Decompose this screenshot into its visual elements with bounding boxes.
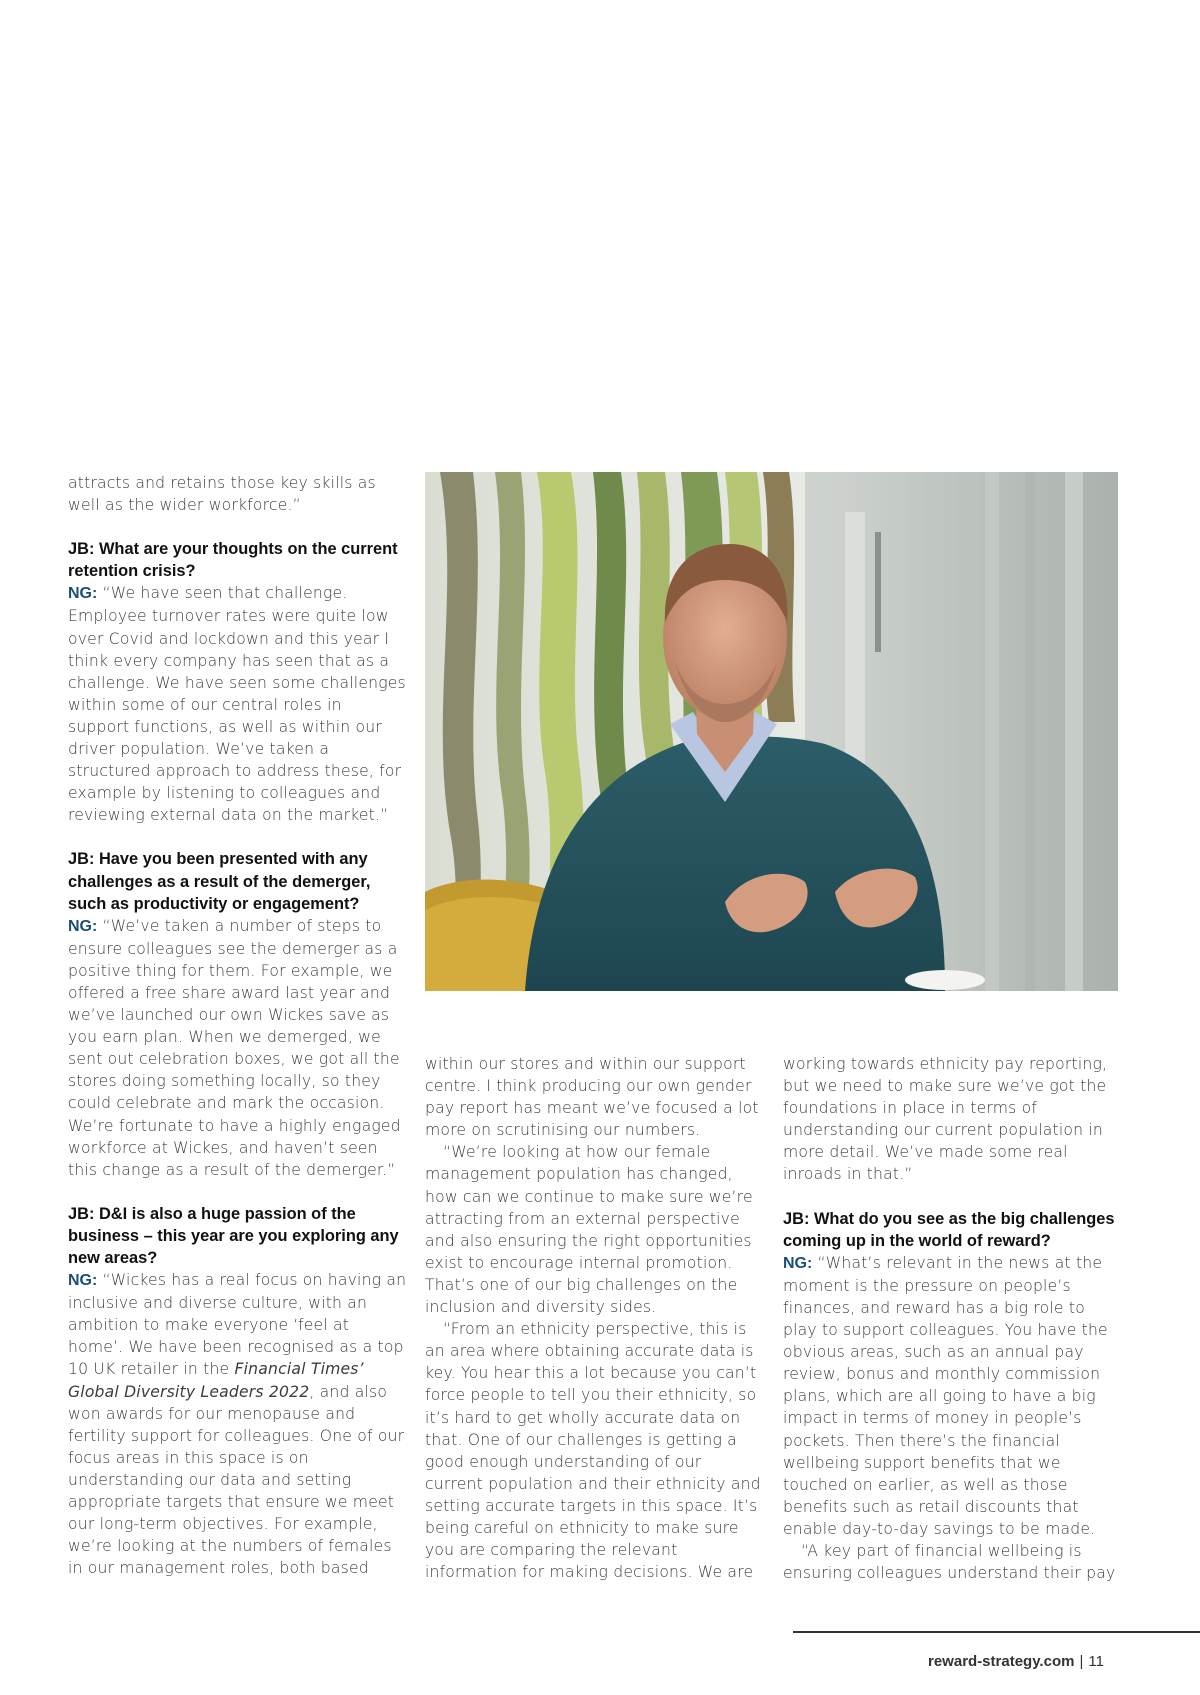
answer-text: “What’s relevant in the news at the moment is the pressure on people’s finances, and reward has a big role to play to support colleagues. You have the obvious areas, such as an annual pay review, bonus and monthly commission plans, which are all going to have a big impact in terms of money in people’s pockets. Then there’s the financial wellbeing support benefits that we touched on earlier, as well as those benefits such as retail discounts that enable day-to-day savings to be made. bbox=[783, 1253, 1108, 1538]
paragraph: “A key part of financial wellbeing is ensuring colleagues understand their pay bbox=[783, 1541, 1116, 1583]
answer-text: “We’ve taken a number of steps to ensure colleagues see the demerger as a positive thing for them. For example, we offered a free share award last year and we’ve launched our own Wickes save as you earn plan. When we demerged, we sent out celebration boxes, we got all the stores doing something locally, so they could celebrate and mark the occasion. We’re fortunate to have a highly engaged workforce at Wickes, and haven’t seen this change as a result of the demerger.” bbox=[68, 916, 401, 1179]
interview-answer bbox=[68, 915, 408, 1181]
answer-text: , and also won awards for our menopause and fertility support for colleagues. One of our focus areas in this space is on understanding our data and setting appropriate targets that ensure we meet our long-term objectives. For example, we’re looking at the numbers of females in our management roles, both based bbox=[68, 1382, 405, 1578]
interview-question: JB: Have you been presented with any challenges as a result of the demerger, such as productivity or engagement? bbox=[68, 850, 371, 913]
paragraph: within our stores and within our support centre. I think producing our own gender pay report has meant we’ve focused a lot more on scrutinising our numbers. bbox=[425, 1055, 759, 1140]
speaker-tag: NG: bbox=[68, 585, 98, 603]
article-column-2 bbox=[425, 1053, 763, 1583]
answer-text: “Wickes has a real focus on having an inclusive and diverse culture, with an ambition to make everyone ‘feel at home’. We have been recognised as a top 10 UK retailer in the bbox=[68, 1271, 407, 1379]
publication-title: Financial Times’ Global Diversity Leaders 2022 bbox=[68, 1360, 364, 1401]
footer-separator: | bbox=[1079, 1653, 1084, 1670]
page-footer bbox=[928, 1653, 1104, 1670]
answer-text: “We have seen that challenge. Employee turnover rates were quite low over Covid and lockdown and this year I think every company has seen that as a challenge. We have seen some challenges within some of our central roles in support functions, as well as within our driver population. We’ve taken a structured approach to address these, for example by listening to colleagues and reviewing external data on the market.” bbox=[68, 584, 406, 825]
interview-answer bbox=[68, 582, 408, 826]
speaker-tag: NG: bbox=[68, 917, 98, 935]
paragraph: working towards ethnicity pay reporting, but we need to make sure we’ve got the foundations in place in terms of understanding our current population in more detail. We’ve made some real inroads in that.” bbox=[783, 1055, 1108, 1184]
page-number: 11 bbox=[1088, 1653, 1104, 1670]
paragraph: “We’re looking at how our female management population has changed, how can we continue to make sure we’re attracting from an external perspective and also ensuring the right opportunities exist to encourage internal promotion. That’s one of our big challenges on the inclusion and diversity sides. bbox=[425, 1143, 753, 1317]
paragraph: “From an ethnicity perspective, this is an area where obtaining accurate data is key. You hear this a lot because you can’t force people to tell you their ethnicity, so it’s hard to get wholly accurate data on that. One of our challenges is getting a good enough understanding of our current population and their ethnicity and setting accurate targets in this space. It’s being careful on ethnicity to make sure you are comparing the relevant information for making decisions. We are bbox=[425, 1320, 761, 1582]
interview-answer bbox=[68, 1269, 408, 1579]
article-column-1 bbox=[68, 472, 408, 1579]
interview-question: JB: What are your thoughts on the current retention crisis? bbox=[68, 540, 398, 581]
footer-divider bbox=[793, 1631, 1200, 1633]
interview-question: JB: What do you see as the big challenges coming up in the world of reward? bbox=[783, 1209, 1115, 1250]
paragraph: attracts and retains those key skills as well as the wider workforce.” bbox=[68, 474, 376, 515]
article-column-3 bbox=[783, 1053, 1123, 1584]
interview-photo bbox=[425, 472, 1118, 991]
speaker-tag: NG: bbox=[783, 1254, 813, 1272]
interview-answer bbox=[783, 1252, 1123, 1540]
footer-website[interactable]: reward-strategy.com bbox=[928, 1653, 1075, 1670]
speaker-tag: NG: bbox=[68, 1272, 98, 1290]
interview-question: JB: D&I is also a huge passion of the business – this year are you exploring any new areas? bbox=[68, 1204, 399, 1267]
